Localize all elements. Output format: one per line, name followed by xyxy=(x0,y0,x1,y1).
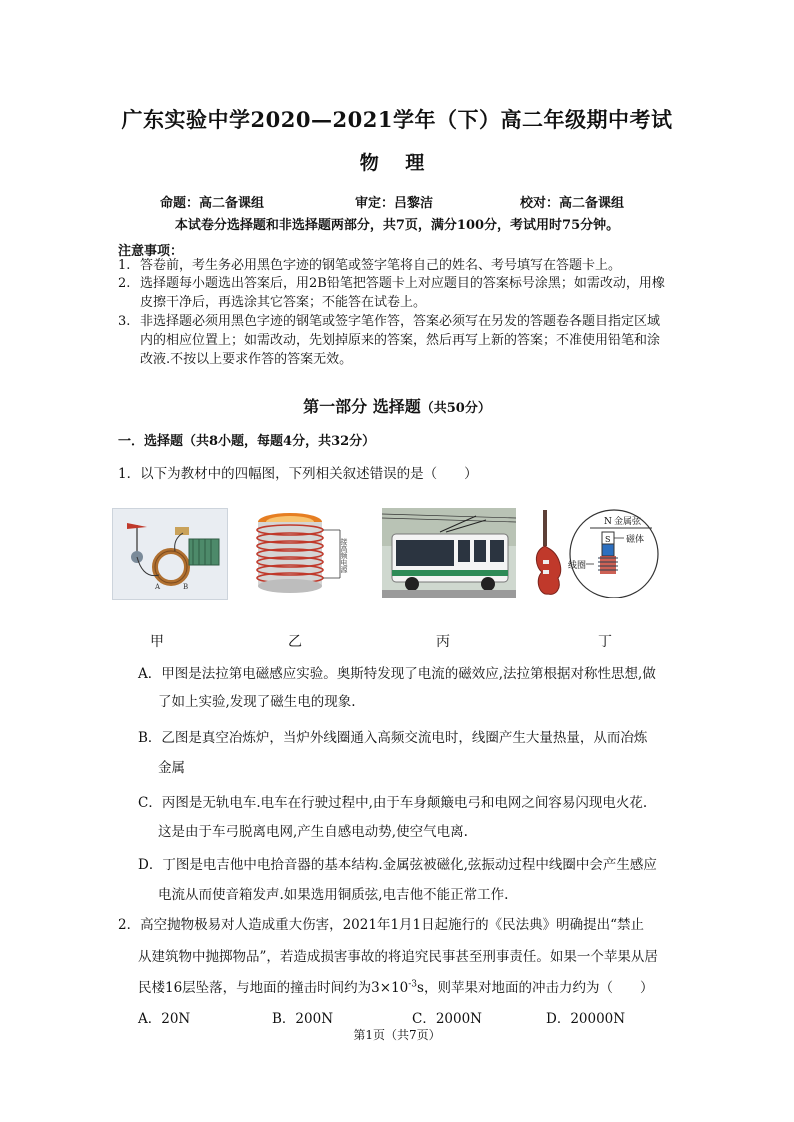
q2-option-a: A．20N xyxy=(138,1011,191,1027)
figure-ding xyxy=(534,508,664,598)
note-text: 选择题每小题选出答案后，用2B铅笔把答题卡上对应题目的答案标号涂黑；如需改动，用橡皮擦干净后，再选涂其它答案；不能答在试卷上。 xyxy=(140,276,665,310)
q1-option-b-line1: B．乙图是真空冶炼炉，当炉外线圈通入高频交流电时，线圈产生大量热量，从而冶炼 xyxy=(138,730,648,746)
yi-power-label: 接高频电源 xyxy=(340,538,348,573)
note-number: 2. xyxy=(118,276,131,291)
question-2-exponent: -3 xyxy=(408,979,418,990)
meta-reviewer: 审定：吕黎洁 xyxy=(355,196,434,211)
question-1-stem: 1．以下为教材中的四幅图，下列相关叙述错误的是（ ） xyxy=(118,466,478,482)
meta-proofreader: 校对：高二备课组 xyxy=(520,196,625,211)
caption-ding: 丁 xyxy=(598,634,612,650)
note-item xyxy=(118,274,678,312)
jia-label-a: A xyxy=(155,583,161,591)
page-footer: 第1页（共7页） xyxy=(353,1028,441,1042)
q2-option-b: B．200N xyxy=(272,1011,334,1027)
q1-option-d-line1: D．丁图是电吉他中电拾音器的基本结构.金属弦被磁化,弦振动过程中线圈中会产生感应 xyxy=(138,857,657,873)
question-2-line2: 从建筑物中抛掷物品”，若造成损害事故的将追究民事甚至刑事责任。如果一个苹果从居 xyxy=(138,949,658,965)
exam-intro: 本试卷分选择题和非选择题两部分，共7页，满分100分，考试用时75分钟。 xyxy=(174,218,620,233)
electric-guitar-pickup-icon xyxy=(534,508,664,598)
caption-yi: 乙 xyxy=(288,634,302,650)
ding-metal-string-label: 金属弦 xyxy=(614,517,642,527)
q2-option-c: C．2000N xyxy=(412,1011,482,1027)
q1-option-d-line2: 电流从而使音箱发声.如果选用铜质弦,电吉他不能正常工作. xyxy=(158,887,509,903)
caption-bing: 丙 xyxy=(436,634,450,650)
part-title: 第一部分 选择题 xyxy=(303,397,421,416)
part-score: （共50分） xyxy=(420,401,491,416)
ding-magnet-label: 磁体 xyxy=(626,535,645,545)
note-text: 答卷前，考生务必用黑色字迹的钢笔或签字笔将自己的姓名、考号填写在答题卡上。 xyxy=(140,258,622,273)
faraday-experiment-icon xyxy=(113,509,227,599)
part-heading xyxy=(0,394,794,417)
q1-option-a-line2: 了如上实验,发现了磁生电的现象. xyxy=(158,694,356,710)
note-text: 非选择题必须用黑色字迹的钢笔或签字笔作答，答案必须写在另发的答题卷各题目指定区域内的相应位置上；如需改动，先划掉原来的答案，然后再写上新的答案；不准使用铅笔和涂改液.不按以上要求作答的答案无效。 xyxy=(140,314,661,367)
note-number: 1. xyxy=(118,258,131,273)
meta-proposer: 命题：高二备课组 xyxy=(160,196,265,211)
q1-option-b-line2: 金属 xyxy=(158,760,185,776)
figure-jia xyxy=(112,508,228,600)
figure-bing xyxy=(382,508,516,598)
note-item xyxy=(118,256,678,275)
trolleybus-icon xyxy=(382,508,516,598)
question-2-line1: 2．高空抛物极易对人造成重大伤害，2021年1月1日起施行的《民法典》明确提出“禁止 xyxy=(118,917,645,933)
question-2-line3 xyxy=(138,976,653,996)
question-2-line3-b: s，则苹果对地面的冲击力约为（ ） xyxy=(417,980,654,996)
q2-option-d: D．20000N xyxy=(546,1011,626,1027)
caption-jia: 甲 xyxy=(150,634,164,650)
ding-coil-label: 线圈 xyxy=(568,561,587,571)
note-item xyxy=(118,312,678,369)
section-heading: 一．选择题（共8小题，每题4分，共32分） xyxy=(118,434,376,449)
notes-heading: 注意事项： xyxy=(118,244,184,259)
exam-title: 广东实验中学2020—2021学年（下）高二年级期中考试 xyxy=(121,107,673,132)
question-2-line3-a: 民楼16层坠落，与地面的撞击时间约为3×10 xyxy=(138,980,409,996)
note-number: 3. xyxy=(118,314,131,329)
q1-option-a-line1: A．甲图是法拉第电磁感应实验。奥斯特发现了电流的磁效应,法拉第根据对称性思想,做 xyxy=(138,666,656,682)
q1-option-c-line1: C．丙图是无轨电车.电车在行驶过程中,由于车身颠簸电弓和电网之间容易闪现电火花. xyxy=(138,795,648,811)
vacuum-furnace-icon xyxy=(250,508,362,598)
ding-n-label: N xyxy=(604,517,612,527)
subject-title: 物 理 xyxy=(359,152,435,174)
jia-label-b: B xyxy=(183,583,189,591)
q1-option-c-line2: 这是由于车弓脱离电网,产生自感电动势,使空气电离. xyxy=(158,824,468,840)
ding-s-label: S xyxy=(605,535,611,544)
figure-yi xyxy=(250,508,362,598)
